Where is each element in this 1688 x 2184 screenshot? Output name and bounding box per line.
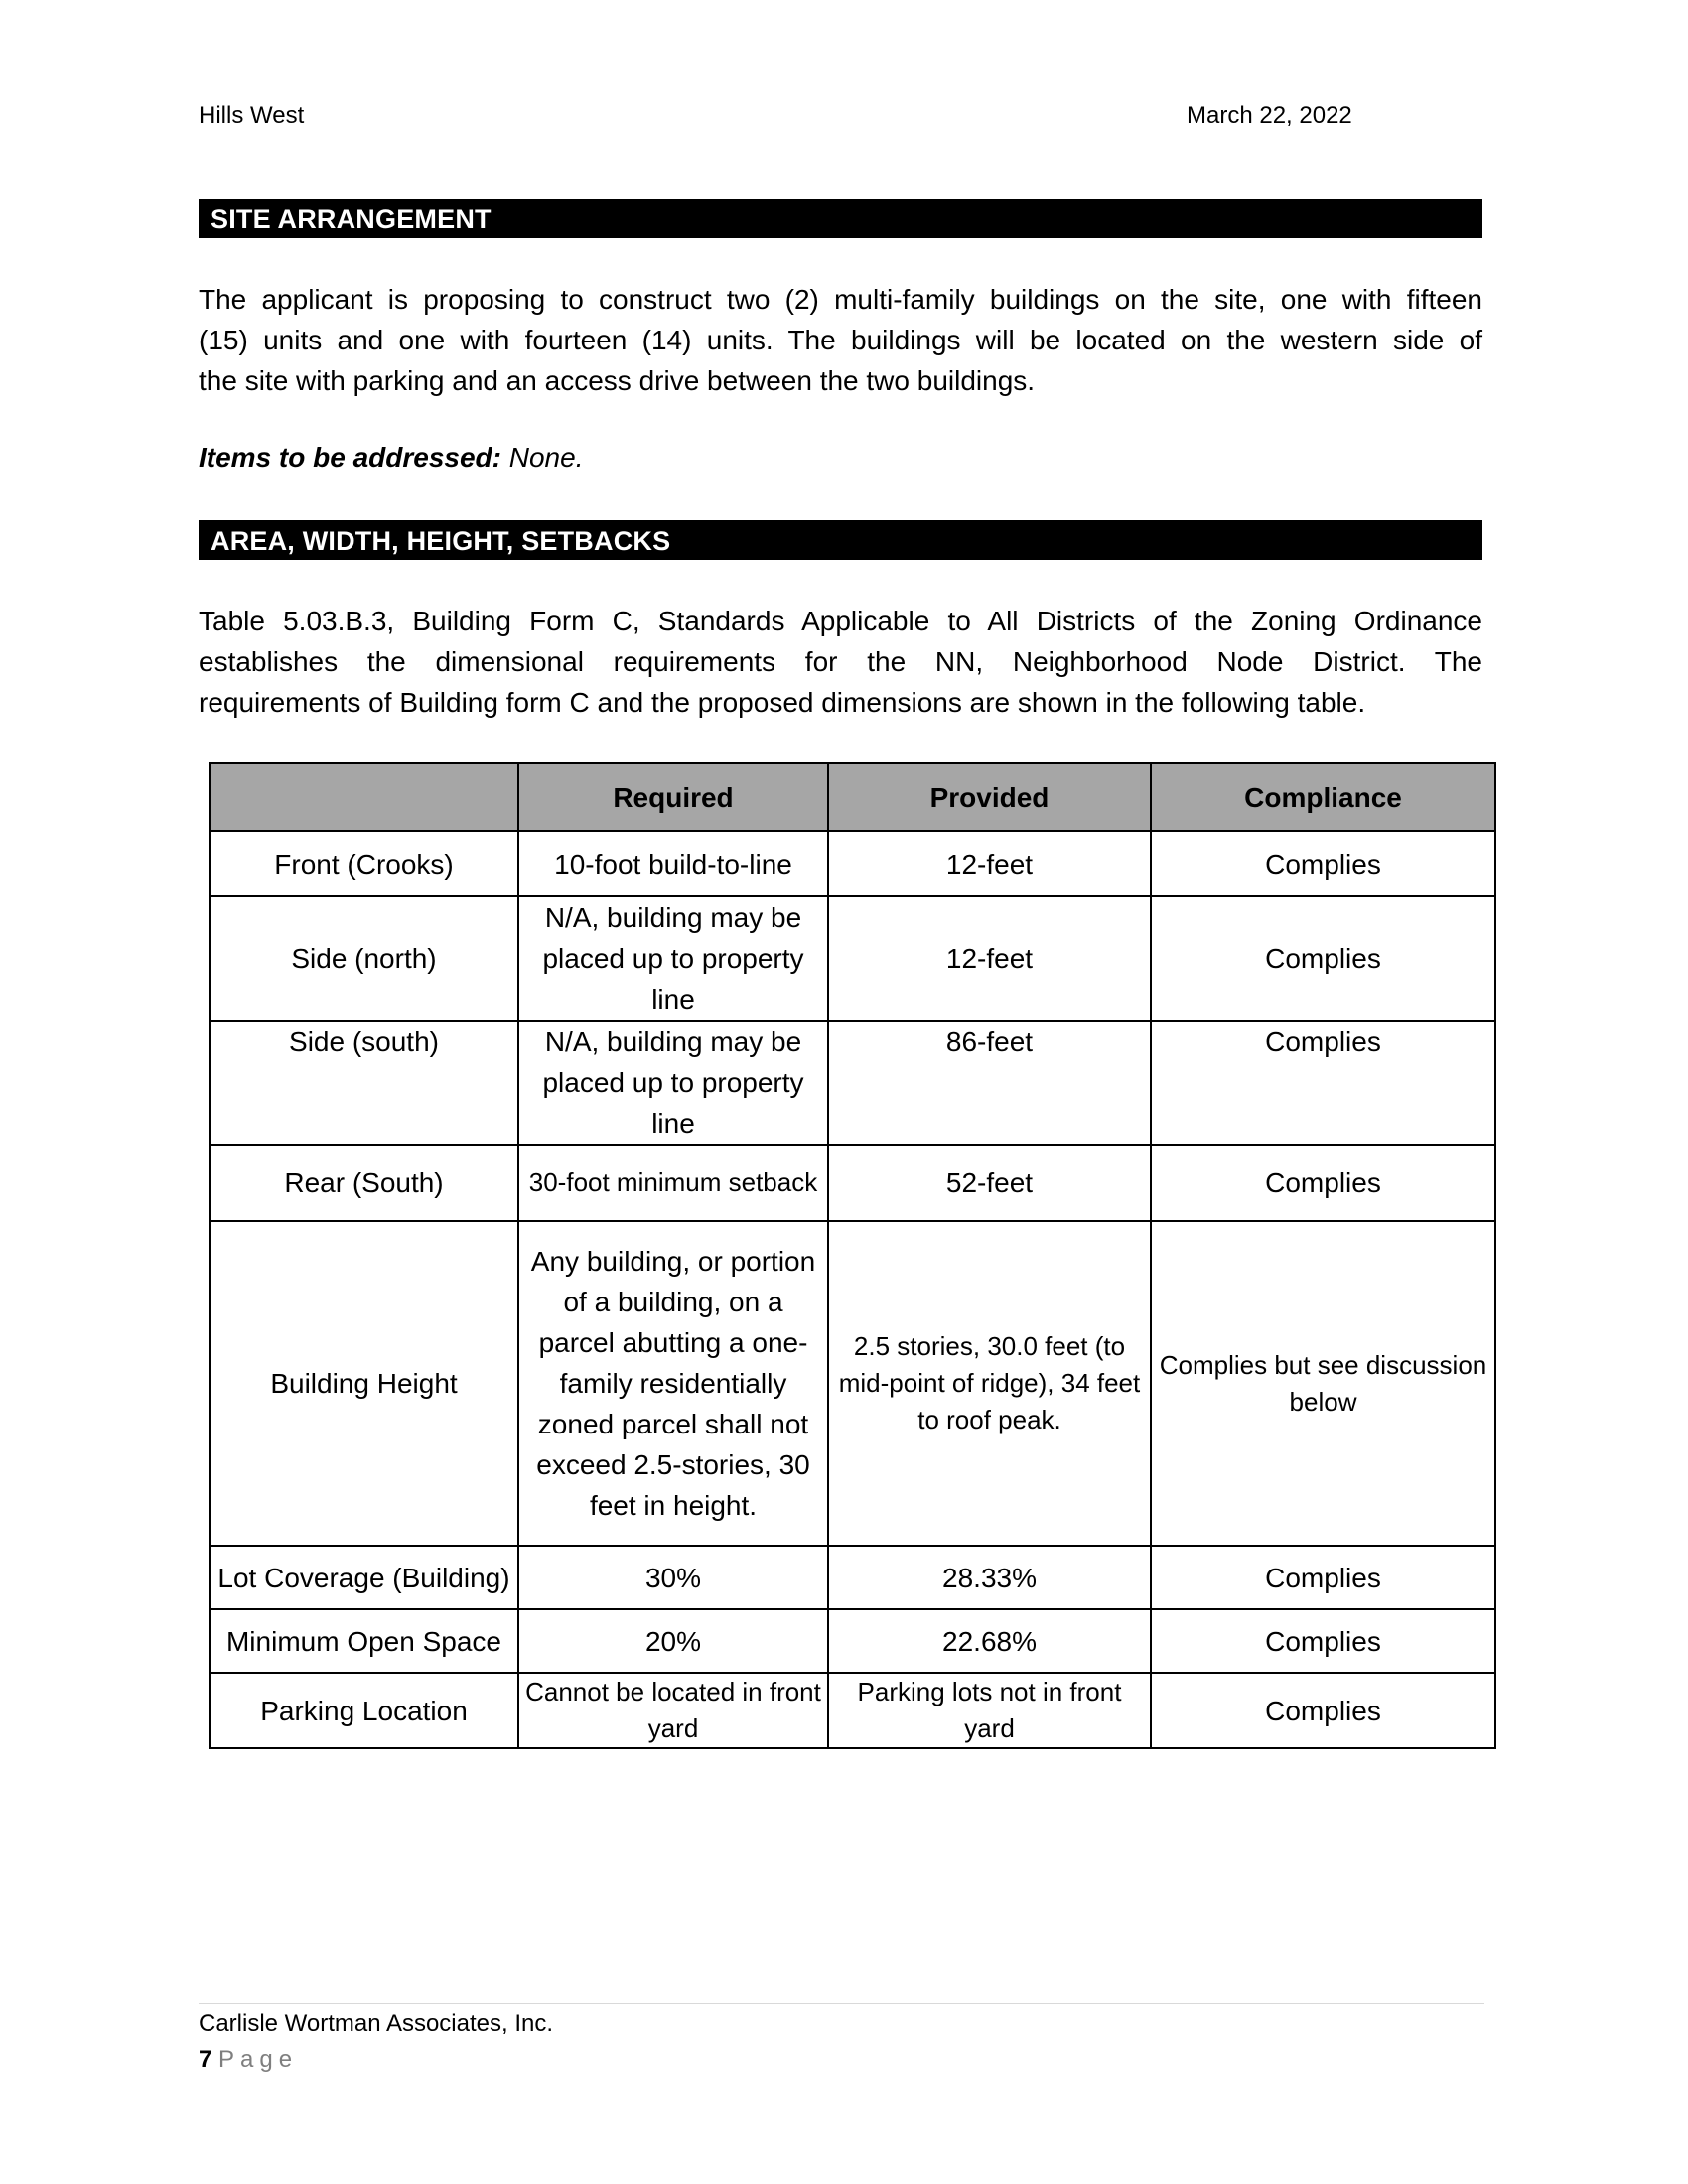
table-row [210, 1546, 1495, 1609]
paragraph-line: Table 5.03.B.3, Building Form C, Standards Applicable to All Districts of the Zoning Ordinance [199, 606, 1482, 636]
compliance-cell: Complies [1151, 1021, 1495, 1145]
compliance-cell: Complies [1151, 831, 1495, 896]
footer-company: Carlisle Wortman Associates, Inc. [199, 2010, 554, 2037]
footer-page-number [199, 2046, 298, 2074]
items-to-be-addressed [199, 442, 583, 474]
row-label: Lot Coverage (Building) [210, 1546, 518, 1609]
required-cell: Cannot be located in front yard [518, 1673, 828, 1748]
paragraph-line: The applicant is proposing to construct two (2) multi-family buildings on the site, one with fifteen [199, 284, 1482, 315]
page-number: 7 [199, 2046, 212, 2073]
provided-cell: 12-feet [828, 831, 1151, 896]
area-section-paragraph [199, 601, 1482, 723]
table-row [210, 1609, 1495, 1673]
paragraph-line: (15) units and one with fourteen (14) units. The buildings will be located on the western side of [199, 325, 1482, 355]
table-header-compliance: Compliance [1151, 763, 1495, 831]
row-label: Front (Crooks) [210, 831, 518, 896]
row-label: Minimum Open Space [210, 1609, 518, 1673]
paragraph-line: the site with parking and an access drive between the two buildings. [199, 365, 1036, 396]
site-arrangement-paragraph [199, 279, 1482, 401]
table-header-provided: Provided [828, 763, 1151, 831]
table-header-required: Required [518, 763, 828, 831]
table-header-cell [210, 763, 518, 831]
compliance-cell: Complies [1151, 1609, 1495, 1673]
row-label: Building Height [210, 1221, 518, 1546]
table-row [210, 1673, 1495, 1748]
dimensional-requirements-table [209, 762, 1496, 1749]
compliance-cell: Complies but see discussion below [1151, 1221, 1495, 1546]
provided-cell: 86-feet [828, 1021, 1151, 1145]
table-header-row [210, 763, 1495, 831]
required-cell: 20% [518, 1609, 828, 1673]
paragraph-line: requirements of Building form C and the proposed dimensions are shown in the following table. [199, 687, 1366, 718]
required-cell: Any building, or portion of a building, on a parcel abutting a one-family residentially zoned parcel shall not exceed 2.5-stories, 30 feet in height. [518, 1221, 828, 1546]
compliance-cell: Complies [1151, 1145, 1495, 1221]
page-word: Page [218, 2046, 299, 2073]
section-heading-site-arrangement: SITE ARRANGEMENT [199, 199, 1482, 238]
provided-cell: Parking lots not in front yard [828, 1673, 1151, 1748]
items-label: Items to be addressed: [199, 442, 501, 473]
header-date: March 22, 2022 [1187, 102, 1352, 129]
paragraph-line: establishes the dimensional requirements for the NN, Neighborhood Node District. The [199, 646, 1482, 677]
table-row [210, 1145, 1495, 1221]
table-row [210, 1021, 1495, 1145]
required-cell: 30-foot minimum setback [518, 1145, 828, 1221]
header-project-name: Hills West [199, 102, 305, 129]
required-cell: 30% [518, 1546, 828, 1609]
compliance-cell: Complies [1151, 1673, 1495, 1748]
table-row [210, 831, 1495, 896]
provided-cell: 2.5 stories, 30.0 feet (to mid-point of ridge), 34 feet to roof peak. [828, 1221, 1151, 1546]
provided-cell: 12-feet [828, 896, 1151, 1021]
required-cell: N/A, building may be placed up to property line [518, 896, 828, 1021]
provided-cell: 52-feet [828, 1145, 1151, 1221]
provided-cell: 28.33% [828, 1546, 1151, 1609]
compliance-cell: Complies [1151, 896, 1495, 1021]
row-label: Parking Location [210, 1673, 518, 1748]
footer-divider [199, 2003, 1484, 2004]
required-cell: N/A, building may be placed up to property line [518, 1021, 828, 1145]
row-label: Side (north) [210, 896, 518, 1021]
items-value: None. [500, 442, 584, 473]
row-label: Rear (South) [210, 1145, 518, 1221]
provided-cell: 22.68% [828, 1609, 1151, 1673]
section-heading-area-width-height: AREA, WIDTH, HEIGHT, SETBACKS [199, 520, 1482, 560]
required-cell: 10-foot build-to-line [518, 831, 828, 896]
compliance-cell: Complies [1151, 1546, 1495, 1609]
table-row [210, 1221, 1495, 1546]
table-row [210, 896, 1495, 1021]
row-label: Side (south) [210, 1021, 518, 1145]
